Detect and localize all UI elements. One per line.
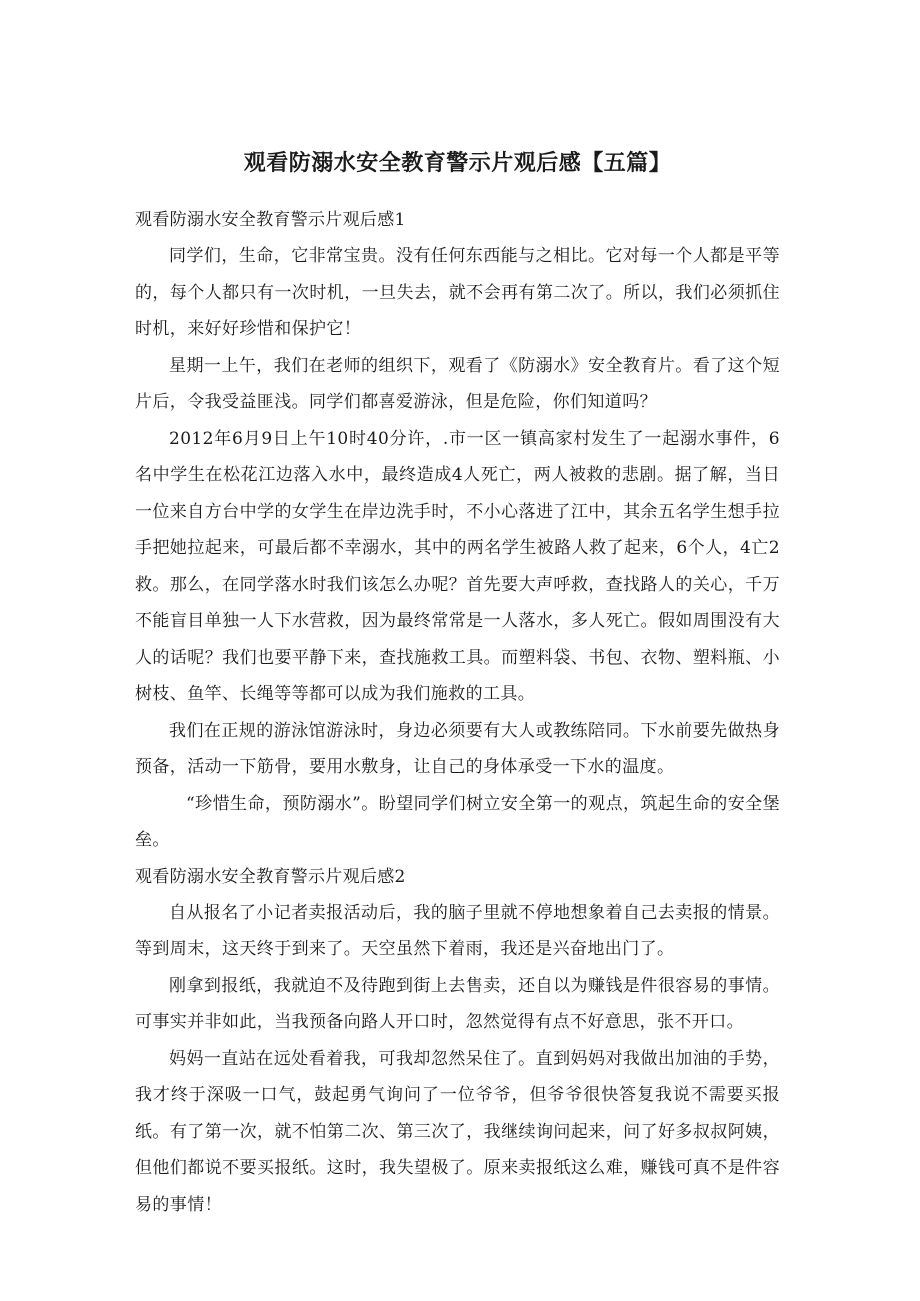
paragraph: 同学们，生命，它非常宝贵。没有任何东西能与之相比。它对每一个人都是平等的，每个人都只有一次时机，一旦失去，就不会再有第二次了。所以，我们必须抓住时机，来好好珍惜和保护它！ xyxy=(135,246,780,339)
document-page xyxy=(135,148,780,1223)
paragraph: “珍惜生命，预防溺水”。盼望同学们树立安全第一的观点，筑起生命的安全堡垒。 xyxy=(135,793,780,850)
paragraph: 2012年6月9日上午10时40分许，.市一区一镇高家村发生了一起溺水事件，6名中学生在松花江边落入水中，最终造成4人死亡，两人被救的悲剧。据了解，当日一位来自方台中学的女学生在岸边洗手时，不小心落进了江中，其余五名学生想手拉手把她拉起来，可最后都不幸溺水，其中的两名学生被路人救了起来，6个人，4亡2救。那么，在同学落水时我们该怎么办呢？首先要大声呼救，查找路人的关心，千万不能盲目单独一人下水营救，因为最终常常是一人落水，多人死亡。假如周围没有大人的话呢？我们也要平静下来，查找施救工具。而塑料袋、书包、衣物、塑料瓶、小树枝、鱼竿、长绳等等都可以成为我们施救的工具。 xyxy=(135,428,780,704)
paragraph: 自从报名了小记者卖报活动后，我的脑子里就不停地想象着自己去卖报的情景。等到周末，这天终于到来了。天空虽然下着雨，我还是兴奋地出门了。 xyxy=(135,902,780,959)
section-heading: 观看防溺水安全教育警示片观后感1 xyxy=(135,210,406,230)
paragraph: 刚拿到报纸，我就迫不及待跑到街上去售卖，还自以为赚钱是件很容易的事情。可事实并非如此，当我预备向路人开口时，忽然觉得有点不好意思，张不开口。 xyxy=(135,975,780,1032)
paragraph: 我们在正规的游泳馆游泳时，身边必须要有大人或教练陪同。下水前要先做热身预备，活动一下筋骨，要用水敷身，让自己的身体承受一下水的温度。 xyxy=(135,720,780,777)
paragraph: 妈妈一直站在远处看着我，可我却忽然呆住了。直到妈妈对我做出加油的手势，我才终于深吸一口气，鼓起勇气询问了一位爷爷，但爷爷很快答复我说不需要买报纸。有了第一次，就不怕第二次、第三次了，我继续询问起来，问了好多叔叔阿姨，但他们都说不要买报纸。这时，我失望极了。原来卖报纸这么难，赚钱可真不是件容易的事情！ xyxy=(135,1048,780,1215)
section-heading: 观看防溺水安全教育警示片观后感2 xyxy=(135,866,406,887)
essay-section-1 xyxy=(135,202,780,859)
document-title: 观看防溺水安全教育警示片观后感【五篇】 xyxy=(243,151,672,176)
essay-section-2 xyxy=(135,859,780,1224)
paragraph: 星期一上午，我们在老师的组织下，观看了《防溺水》安全教育片。看了这个短片后，令我受益匪浅。同学们都喜爱游泳，但是危险，你们知道吗？ xyxy=(135,355,780,412)
